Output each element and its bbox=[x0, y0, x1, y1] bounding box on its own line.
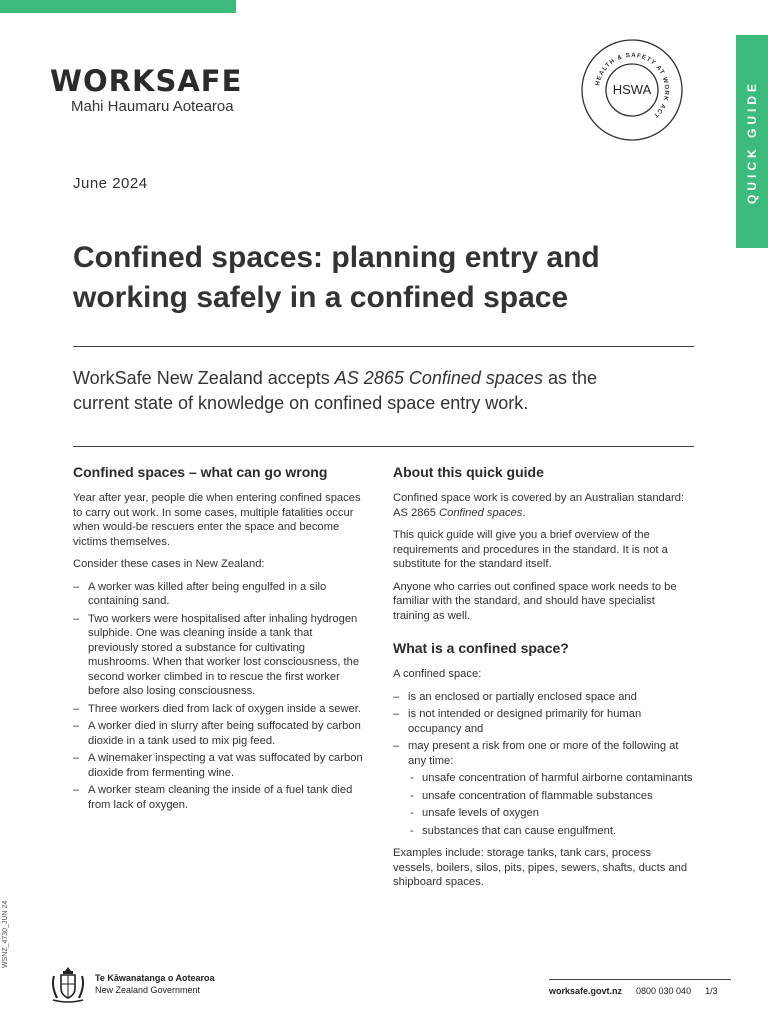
document-code: WSNZ_4730_JUN 24 bbox=[2, 900, 9, 968]
publication-date: June 2024 bbox=[73, 175, 148, 192]
quick-guide-label: QUICK GUIDE bbox=[745, 79, 759, 204]
government-name bbox=[95, 973, 215, 995]
paragraph-training: Anyone who carries out confined space work needs to be familiar with the standard, and should have specialist training as well. bbox=[393, 580, 677, 622]
accent-bar bbox=[0, 0, 236, 13]
paragraph-definition-intro: A confined space: bbox=[393, 668, 482, 680]
intro-divider bbox=[73, 446, 694, 447]
list-item: – Two workers were hospitalised after inhaling hydrogen sulphide. One was cleaning inside a tank that previously stored a substance for cultivating mushrooms. When that worker lost consciousness, the second worker climbed in to rescue the first worker before also losing consciousness. bbox=[73, 612, 363, 699]
quick-guide-tab bbox=[736, 35, 768, 248]
paragraph-consider-cases: Consider these cases in New Zealand: bbox=[73, 558, 265, 570]
standard-italic-title: Confined spaces bbox=[439, 506, 523, 519]
list-item: – A worker was killed after being engulfed in a silo containing sand. bbox=[73, 580, 363, 609]
list-item: – Three workers died from lack of oxygen inside a sewer. bbox=[73, 702, 363, 717]
case-list bbox=[73, 580, 363, 813]
coat-of-arms-icon bbox=[49, 964, 87, 1004]
section-heading-what-is-confined-space: What is a confined space? bbox=[393, 640, 569, 656]
sublist-item: - unsafe concentration of flammable substances bbox=[408, 789, 693, 804]
logo-subtitle: Mahi Haumaru Aotearoa bbox=[71, 98, 234, 115]
sublist-item: - unsafe concentration of harmful airborne contaminants bbox=[408, 771, 693, 786]
footer-info bbox=[549, 986, 718, 996]
page-number: 1/3 bbox=[705, 986, 718, 996]
website-link[interactable]: worksafe.govt.nz bbox=[549, 986, 623, 996]
paragraph-fatalities: Year after year, people die when entering confined spaces to carry out work. In some cases, multiple fatalities occur when would-be rescuers enter the space and become victims themselves. bbox=[73, 492, 361, 548]
sublist-item: - unsafe levels of oxygen bbox=[408, 806, 693, 821]
definition-list bbox=[393, 690, 693, 839]
seal-ring-text: HEALTH & SAFETY AT WORK ACT bbox=[594, 51, 671, 120]
seal-center-text: HSWA bbox=[612, 82, 652, 97]
list-item: – A winemaker inspecting a vat was suffocated by carbon dioxide from fermenting wine. bbox=[73, 751, 363, 780]
intro-text-start: WorkSafe New Zealand accepts bbox=[73, 368, 335, 388]
hswa-seal-icon bbox=[579, 37, 685, 143]
logo-wordmark: WORKSAFE bbox=[50, 64, 243, 98]
phone-number: 0800 030 040 bbox=[636, 986, 692, 996]
sublist-item: - substances that can cause engulfment. bbox=[408, 824, 693, 839]
list-item bbox=[393, 739, 693, 838]
paragraph-examples: Examples include: storage tanks, tank cars, process vessels, boilers, silos, pits, pipes, sewers, shafts, ducts and shipboard spaces. bbox=[393, 847, 688, 888]
left-column bbox=[73, 463, 363, 820]
intro-standard-name: AS 2865 Confined spaces bbox=[334, 368, 543, 388]
list-item: – is an enclosed or partially enclosed space and bbox=[393, 690, 693, 705]
standard-text-start: Confined space work is covered by an Australian standard: AS 2865 bbox=[393, 492, 685, 519]
intro-statement bbox=[73, 366, 633, 416]
right-column bbox=[393, 463, 693, 898]
standard-text-end: . bbox=[522, 506, 526, 519]
worksafe-logo bbox=[50, 66, 242, 115]
intro-text-end: as the current state of knowledge on confined space entry work. bbox=[73, 368, 597, 413]
paragraph-overview: This quick guide will give you a brief overview of the requirements and procedures in the standard. It is not a substitute for the standard itself. bbox=[393, 529, 668, 570]
government-name-english: New Zealand Government bbox=[95, 985, 201, 995]
section-heading-about-guide: About this quick guide bbox=[393, 464, 544, 480]
page-title: Confined spaces: planning entry and working safely in a confined space bbox=[73, 241, 600, 314]
title-divider bbox=[73, 346, 694, 347]
list-item: – A worker steam cleaning the inside of a fuel tank died from lack of oxygen. bbox=[73, 783, 363, 812]
government-name-maori: Te Kāwanatanga o Aotearoa bbox=[95, 973, 215, 983]
footer-divider bbox=[549, 979, 731, 980]
nz-government-logo bbox=[49, 964, 215, 1004]
risk-sublist bbox=[408, 771, 693, 838]
section-heading-what-can-go-wrong: Confined spaces – what can go wrong bbox=[73, 464, 328, 480]
list-item: – A worker died in slurry after being suffocated by carbon dioxide in a tank used to mix pig feed. bbox=[73, 719, 363, 748]
paragraph-australian-standard bbox=[393, 491, 693, 520]
list-item: – is not intended or designed primarily for human occupancy and bbox=[393, 707, 693, 736]
list-item-text: may present a risk from one or more of the following at any time: bbox=[408, 740, 679, 767]
